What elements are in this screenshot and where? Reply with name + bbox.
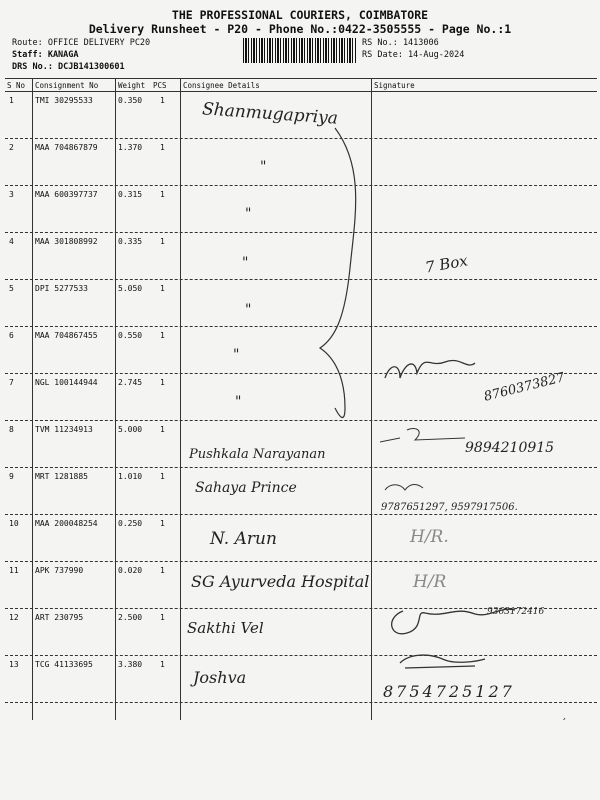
sno-cell: 7 — [9, 378, 14, 387]
pcs-cell: 1 — [160, 660, 165, 669]
consignee-handwriting: Sakthi Vel — [187, 619, 264, 637]
runsheet-table — [5, 78, 597, 720]
consignment-cell: NGL 100144944 — [35, 378, 98, 387]
consignment-cell: ART 230795 — [35, 613, 84, 622]
page-title — [0, 8, 600, 36]
weight-cell: 0.335 — [118, 237, 143, 246]
consignment-cell: TCG 41133695 — [35, 660, 93, 669]
pcs-cell: 1 — [160, 472, 165, 481]
consignment-cell: APK 737990 — [35, 566, 84, 575]
weight-cell: 2.500 — [118, 613, 143, 622]
sno-cell: 6 — [9, 331, 14, 340]
signature-phone-number: 8760373827 — [482, 370, 567, 405]
handwritten-strokes — [5, 78, 597, 720]
consignee-ditto-mark: " — [233, 347, 240, 363]
weight-cell: 0.350 — [118, 96, 143, 105]
consignee-ditto-mark: " — [260, 159, 267, 175]
drs-number: DRS No.: DCJB141300601 — [12, 62, 125, 72]
sno-cell: 11 — [9, 566, 19, 575]
consignee-ditto-mark: " — [245, 206, 252, 222]
consignee-handwriting: Joshva — [193, 668, 247, 687]
signature-note: 7 Box — [423, 251, 470, 277]
consignment-cell: MAA 200048254 — [35, 519, 98, 528]
weight-cell: 0.020 — [118, 566, 143, 575]
pcs-cell: 1 — [160, 613, 165, 622]
sno-cell: 10 — [9, 519, 19, 528]
barcode — [243, 38, 357, 63]
consignment-cell: MAA 600397737 — [35, 190, 98, 199]
col-header-signature: Signature — [374, 81, 415, 90]
consignee-handwriting: N. Arun — [210, 529, 277, 549]
staff-label: Staff: KANAGA — [12, 50, 79, 60]
sno-cell: 4 — [9, 237, 14, 246]
col-header-weight: Weight — [118, 81, 146, 90]
weight-cell: 2.745 — [118, 378, 143, 387]
consignment-cell: MAA 301808992 — [35, 237, 98, 246]
col-header-pcs: PCS — [153, 81, 167, 90]
consignment-cell: DPI 5277533 — [35, 284, 88, 293]
pcs-cell: 1 — [160, 519, 165, 528]
sno-cell: 13 — [9, 660, 19, 669]
consignee-handwriting: Pushkala Narayanan — [189, 447, 326, 462]
weight-cell: 1.010 — [118, 472, 143, 481]
weight-cell: 5.000 — [118, 425, 143, 434]
consignee-handwriting: Sahaya Prince — [195, 480, 297, 496]
col-header-consignee: Consignee Details — [183, 81, 260, 90]
consignment-cell: MAA 704867455 — [35, 331, 98, 340]
rs-date: RS Date: 14-Aug-2024 — [362, 50, 465, 60]
weight-cell: 0.550 — [118, 331, 143, 340]
weight-cell: 0.250 — [118, 519, 143, 528]
signature-note: H/R. — [410, 527, 449, 547]
col-header-sno: S No — [7, 81, 26, 90]
pcs-cell: 1 — [160, 143, 165, 152]
consignment-cell: TVM 11234913 — [35, 425, 93, 434]
sno-cell: 5 — [9, 284, 14, 293]
consignee-ditto-mark: " — [242, 255, 249, 271]
pcs-cell: 1 — [160, 96, 165, 105]
weight-cell: 5.050 — [118, 284, 143, 293]
pcs-cell: 1 — [160, 566, 165, 575]
pcs-cell: 1 — [160, 190, 165, 199]
consignment-cell: TMI 30295533 — [35, 96, 93, 105]
sno-cell: 9 — [9, 472, 14, 481]
sno-cell: 12 — [9, 613, 19, 622]
pcs-cell: 1 — [160, 331, 165, 340]
consignment-cell: MRT 1281885 — [35, 472, 88, 481]
sno-cell: 1 — [9, 96, 14, 105]
weight-cell: 1.370 — [118, 143, 143, 152]
rs-number: RS No.: 1413006 — [362, 38, 439, 48]
consignee-handwriting: SG Ayurveda Hospital — [191, 572, 370, 591]
signature-phone-number: 9363172416 — [487, 607, 545, 617]
pcs-cell: 1 — [160, 284, 165, 293]
runsheet-subtitle: Delivery Runsheet - P20 - Phone No.:0422-3505555 - Page No.:1 — [88, 22, 512, 36]
col-header-consignment: Consignment No — [35, 81, 99, 90]
signature-phone-number: 9894210915 — [465, 440, 555, 456]
weight-cell: 3.380 — [118, 660, 143, 669]
pcs-cell: 1 — [160, 378, 165, 387]
company-name: THE PROFESSIONAL COURIERS, COIMBATORE — [171, 8, 429, 22]
signature-phone-number: 8754725127 — [383, 682, 515, 701]
consignee-ditto-mark: " — [235, 394, 242, 410]
weight-cell: 0.315 — [118, 190, 143, 199]
signature-phone-number: 9787651297, 9597917506. — [381, 502, 518, 513]
pcs-cell: 1 — [160, 237, 165, 246]
signature-note: H/R — [413, 572, 447, 592]
route-label: Route: OFFICE DELIVERY PC20 — [12, 38, 151, 48]
consignee-handwriting: Shanmugapriya — [201, 99, 339, 129]
consignee-ditto-mark: " — [245, 302, 252, 318]
consignment-cell: MAA 704867879 — [35, 143, 98, 152]
sno-cell: 2 — [9, 143, 14, 152]
sno-cell: 8 — [9, 425, 14, 434]
sno-cell: 3 — [9, 190, 14, 199]
pcs-cell: 1 — [160, 425, 165, 434]
